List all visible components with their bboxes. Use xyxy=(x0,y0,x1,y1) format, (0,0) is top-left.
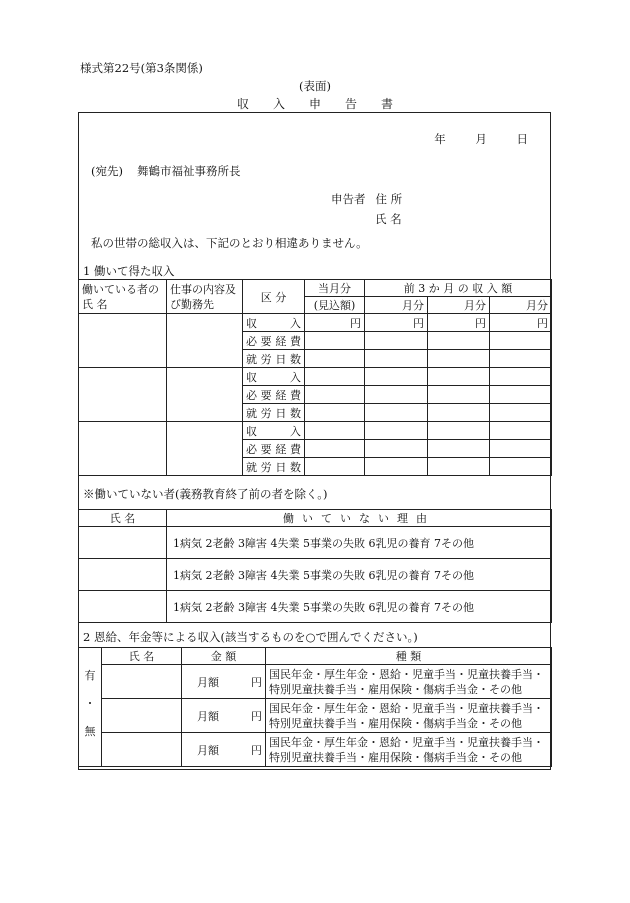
value-cell[interactable] xyxy=(428,332,490,350)
value-cell[interactable] xyxy=(428,422,490,440)
date-line xyxy=(408,131,528,147)
row-income: 収 入 xyxy=(243,368,305,386)
col-worker-name: 働いている者の 氏 名 xyxy=(79,280,167,314)
nonworking-table xyxy=(78,509,552,623)
col-pension-name: 氏 名 xyxy=(102,648,182,665)
value-cell[interactable] xyxy=(365,350,428,368)
month-label-1: 月分 xyxy=(365,297,428,314)
addressee-label: (宛先) xyxy=(91,164,123,178)
col-nonworking-name: 氏 名 xyxy=(79,510,167,527)
value-cell[interactable] xyxy=(490,368,552,386)
row-expenses: 必要経費 xyxy=(243,440,305,458)
yen-cell[interactable]: 円 xyxy=(428,314,490,332)
col-pension-type: 種 類 xyxy=(266,648,552,665)
value-cell[interactable] xyxy=(305,368,365,386)
pension-amount-cell[interactable]: 月額 円 xyxy=(182,665,266,699)
value-cell[interactable] xyxy=(365,386,428,404)
job-cell[interactable] xyxy=(167,368,243,422)
page-title: 収入申告書 xyxy=(236,97,417,111)
value-cell[interactable] xyxy=(490,332,552,350)
col-nonworking-reason: 働いていない理由 xyxy=(167,510,552,527)
col-prev-3-months: 前 3 か 月 の 収 入 額 xyxy=(365,280,552,297)
value-cell[interactable] xyxy=(428,404,490,422)
row-income: 収 入 xyxy=(243,314,305,332)
section2-heading: 2 恩給、年金等による収入(該当するものを○で囲んでください。) xyxy=(83,630,418,644)
addressee-name: 舞鶴市福祉事務所長 xyxy=(136,164,241,178)
section1-heading: 1 働いて得た収入 xyxy=(83,264,175,278)
col-category: 区 分 xyxy=(243,280,305,314)
value-cell[interactable] xyxy=(490,404,552,422)
value-cell[interactable] xyxy=(490,422,552,440)
yen-cell[interactable]: 円 xyxy=(365,314,428,332)
job-cell[interactable] xyxy=(167,314,243,368)
value-cell[interactable] xyxy=(428,350,490,368)
job-cell[interactable] xyxy=(167,422,243,476)
value-cell[interactable] xyxy=(428,440,490,458)
row-expenses: 必要経費 xyxy=(243,332,305,350)
value-cell[interactable] xyxy=(305,332,365,350)
value-cell[interactable] xyxy=(305,350,365,368)
form-number: 様式第22号(第3条関係) xyxy=(80,61,203,75)
pension-table xyxy=(78,647,552,767)
value-cell[interactable] xyxy=(305,386,365,404)
value-cell[interactable] xyxy=(365,440,428,458)
value-cell[interactable] xyxy=(305,440,365,458)
nashi-label[interactable]: 無 xyxy=(84,725,96,738)
reason-options[interactable]: 1病気 2老齢 3障害 4失業 5事業の失敗 6乳児の養育 7その他 xyxy=(167,591,552,623)
addressee xyxy=(91,163,254,179)
row-workdays: 就労日数 xyxy=(243,404,305,422)
value-cell[interactable] xyxy=(490,440,552,458)
yen-cell[interactable]: 円 xyxy=(490,314,552,332)
pension-name-cell[interactable] xyxy=(102,699,182,733)
form-side: (表面) xyxy=(299,79,331,93)
worker-name-cell[interactable] xyxy=(79,314,167,368)
yen-cell[interactable]: 円 xyxy=(305,314,365,332)
value-cell[interactable] xyxy=(365,422,428,440)
value-cell[interactable] xyxy=(365,332,428,350)
value-cell[interactable] xyxy=(365,458,428,476)
value-cell[interactable] xyxy=(305,422,365,440)
dot-separator: ・ xyxy=(84,697,96,710)
value-cell[interactable] xyxy=(490,350,552,368)
nonworking-heading: ※働いていない者(義務教育終了前の者を除く。) xyxy=(83,487,328,501)
value-cell[interactable] xyxy=(428,368,490,386)
col-pension-amount: 金 額 xyxy=(182,648,266,665)
reason-options[interactable]: 1病気 2老齢 3障害 4失業 5事業の失敗 6乳児の養育 7その他 xyxy=(167,559,552,591)
declarer-block xyxy=(331,191,402,227)
nonworking-name-cell[interactable] xyxy=(79,527,167,559)
pension-amount-cell[interactable]: 月額 円 xyxy=(182,699,266,733)
reason-options[interactable]: 1病気 2老齢 3障害 4失業 5事業の失敗 6乳児の養育 7その他 xyxy=(167,527,552,559)
value-cell[interactable] xyxy=(365,404,428,422)
form-frame xyxy=(78,112,551,770)
row-workdays: 就労日数 xyxy=(243,458,305,476)
col-current-estimate: (見込額) xyxy=(305,297,365,314)
declarer-label: 申告者 xyxy=(331,192,366,206)
earned-income-table xyxy=(78,279,552,476)
pension-type-options[interactable]: 国民年金・厚生年金・恩給・児童手当・児童扶養手当・ 特別児童扶養手当・雇用保険・傷病手当金・その他 xyxy=(266,665,552,699)
row-expenses: 必要経費 xyxy=(243,386,305,404)
has-or-not-selector[interactable] xyxy=(79,648,102,767)
nonworking-name-cell[interactable] xyxy=(79,559,167,591)
date-month: 月 xyxy=(475,132,487,146)
row-workdays: 就労日数 xyxy=(243,350,305,368)
value-cell[interactable] xyxy=(305,404,365,422)
value-cell[interactable] xyxy=(490,386,552,404)
month-label-3: 月分 xyxy=(490,297,552,314)
worker-name-cell[interactable] xyxy=(79,368,167,422)
value-cell[interactable] xyxy=(428,386,490,404)
nonworking-name-cell[interactable] xyxy=(79,591,167,623)
value-cell[interactable] xyxy=(490,458,552,476)
pension-name-cell[interactable] xyxy=(102,733,182,767)
statement: 私の世帯の総収入は、下記のとおり相違ありません。 xyxy=(91,236,368,250)
value-cell[interactable] xyxy=(365,368,428,386)
address-label: 住 所 xyxy=(375,192,403,206)
date-year: 年 xyxy=(434,132,446,146)
pension-amount-cell[interactable]: 月額 円 xyxy=(182,733,266,767)
pension-name-cell[interactable] xyxy=(102,665,182,699)
date-day: 日 xyxy=(516,132,528,146)
ari-label[interactable]: 有 xyxy=(84,669,96,682)
col-job: 仕事の内容及び勤務先 xyxy=(167,280,243,314)
row-income: 収 入 xyxy=(243,422,305,440)
value-cell[interactable] xyxy=(305,458,365,476)
pension-type-options[interactable]: 国民年金・厚生年金・恩給・児童手当・児童扶養手当・ 特別児童扶養手当・雇用保険・傷病手当金・その他 xyxy=(266,699,552,733)
name-label: 氏 名 xyxy=(375,212,402,226)
month-label-2: 月分 xyxy=(428,297,490,314)
value-cell[interactable] xyxy=(428,458,490,476)
col-current-month: 当月分 xyxy=(305,280,365,297)
worker-name-cell[interactable] xyxy=(79,422,167,476)
pension-type-options[interactable]: 国民年金・厚生年金・恩給・児童手当・児童扶養手当・ 特別児童扶養手当・雇用保険・傷病手当金・その他 xyxy=(266,733,552,767)
